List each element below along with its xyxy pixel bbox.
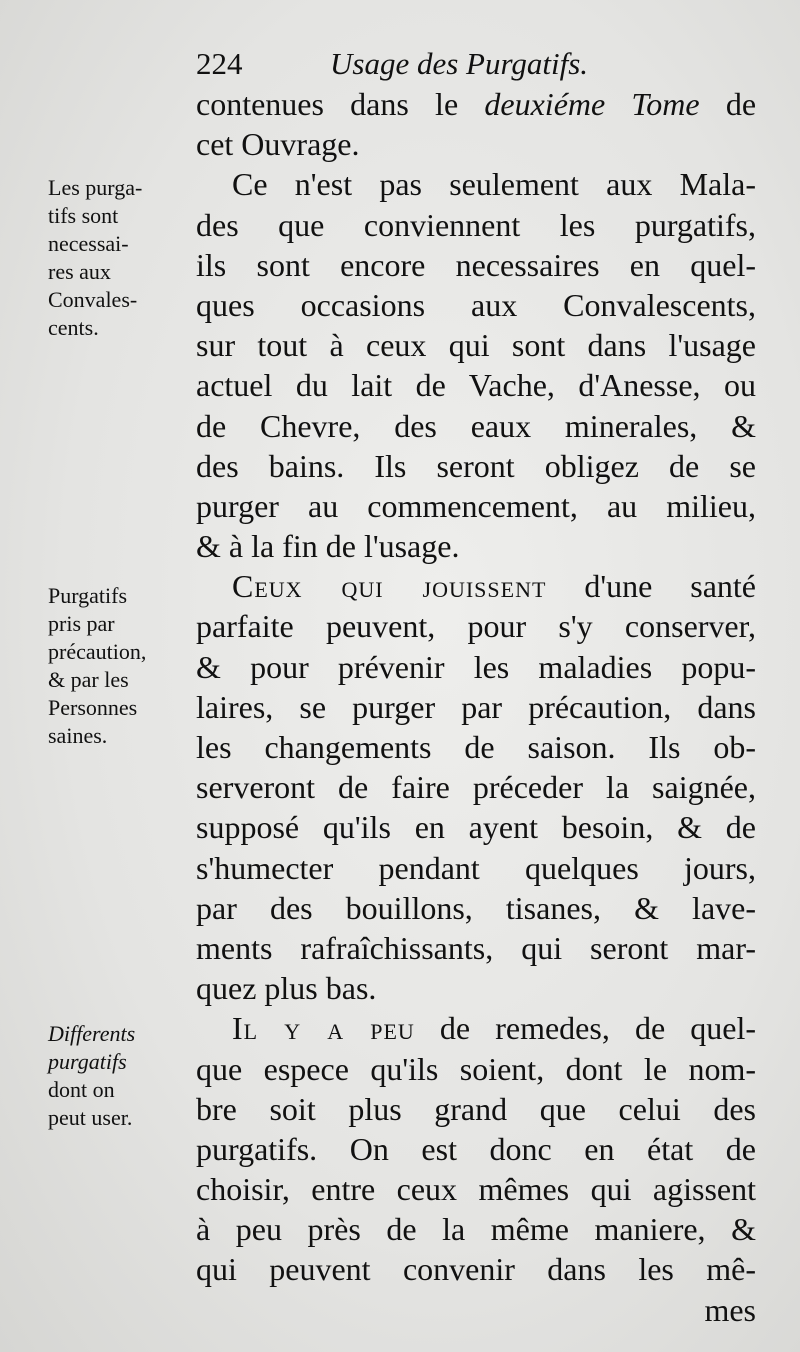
text-line: de Chevre, des eaux minerales, & <box>196 407 756 444</box>
margin-note-line: dont on <box>48 1077 115 1102</box>
text-line: que espece qu'ils soient, dont le nom- <box>196 1050 756 1087</box>
text-run: de remedes, de quel- <box>439 1010 757 1047</box>
text-line: par des bouillons, tisanes, & lave- <box>196 889 756 926</box>
text-run-smallcaps: Il y a peu <box>232 1010 415 1047</box>
margin-note-line: Differents <box>48 1021 136 1046</box>
text-line: cet Ouvrage. <box>196 126 360 163</box>
margin-note-line: & par les <box>48 667 129 692</box>
text-line: purger au commencement, au milieu, <box>196 487 756 524</box>
text-line: les changements de saison. Ils ob- <box>196 729 756 765</box>
text-line: qui peuvent convenir dans les mê- <box>196 1251 756 1288</box>
text-line: & pour prévenir les maladies popu- <box>196 648 756 685</box>
page-number: 224 <box>196 46 243 81</box>
text-line: Ce n'est pas seulement aux Mala- <box>232 166 756 203</box>
text-line <box>196 1008 756 1048</box>
text-line: s'humecter pendant quelques jours, <box>196 849 756 886</box>
text-line: purgatifs. On est donc en état de <box>196 1130 756 1167</box>
text-line: quez plus bas. <box>196 970 377 1007</box>
margin-note-line: pris par <box>48 611 115 636</box>
body-text <box>196 84 756 1330</box>
text-line: & à la fin de l'usage. <box>196 528 460 565</box>
text-line: serveront de faire préceder la saignée, <box>196 769 756 806</box>
text-line: ques occasions aux Convalescents, <box>196 286 756 323</box>
text-line: sur tout à ceux qui sont dans l'usage <box>196 327 756 364</box>
text-line: ments rafraîchissants, qui seront mar- <box>196 929 756 966</box>
text-line: laires, se purger par précaution, dans <box>196 688 756 725</box>
margin-note-line: necessai- <box>48 231 129 256</box>
margin-note-line: saines. <box>48 723 108 748</box>
margin-note-line: purgatifs <box>48 1049 127 1074</box>
text-line: supposé qu'ils en ayent besoin, & de <box>196 809 756 846</box>
running-head: Usage des Purgatifs. <box>330 46 589 81</box>
text-line: des que conviennent les purgatifs, <box>196 206 756 243</box>
text-line <box>196 84 756 124</box>
margin-note-line: cents. <box>48 315 99 340</box>
text-line <box>196 566 756 606</box>
text-line: à peu près de la même maniere, & <box>196 1211 756 1248</box>
margin-note-line: Personnes <box>48 695 138 720</box>
margin-note-convalescents <box>48 174 183 342</box>
margin-note-precaution <box>48 582 183 750</box>
text-run-smallcaps: Ceux qui jouissent <box>232 568 547 605</box>
text-line: choisir, entre ceux mêmes qui agissent <box>196 1171 756 1208</box>
catchword: mes <box>704 1291 756 1328</box>
margin-note-line: tifs sont <box>48 203 119 228</box>
text-line: bre soit plus grand que celui des <box>196 1090 756 1127</box>
text-run: d'une santé <box>584 568 757 605</box>
text-line: ils sont encore necessaires en quel- <box>196 246 756 283</box>
text-run-italic: deuxiéme Tome <box>484 86 700 122</box>
margin-note-line: res aux <box>48 259 111 284</box>
text-line: parfaite peuvent, pour s'y conserver, <box>196 608 756 645</box>
text-line: actuel du lait de Vache, d'Anesse, ou <box>196 367 756 404</box>
text-run: contenues dans le <box>196 86 459 122</box>
text-run: de <box>725 86 757 122</box>
margin-note-line: peut user. <box>48 1105 133 1130</box>
margin-note-line: Purgatifs <box>48 583 128 608</box>
margin-note-line: précaution, <box>48 639 147 664</box>
margin-note-line: Les purga- <box>48 175 143 200</box>
text-line: des bains. Ils seront obligez de se <box>196 447 756 484</box>
margin-note-line: Convales- <box>48 287 138 312</box>
margin-note-differents <box>48 1020 183 1132</box>
